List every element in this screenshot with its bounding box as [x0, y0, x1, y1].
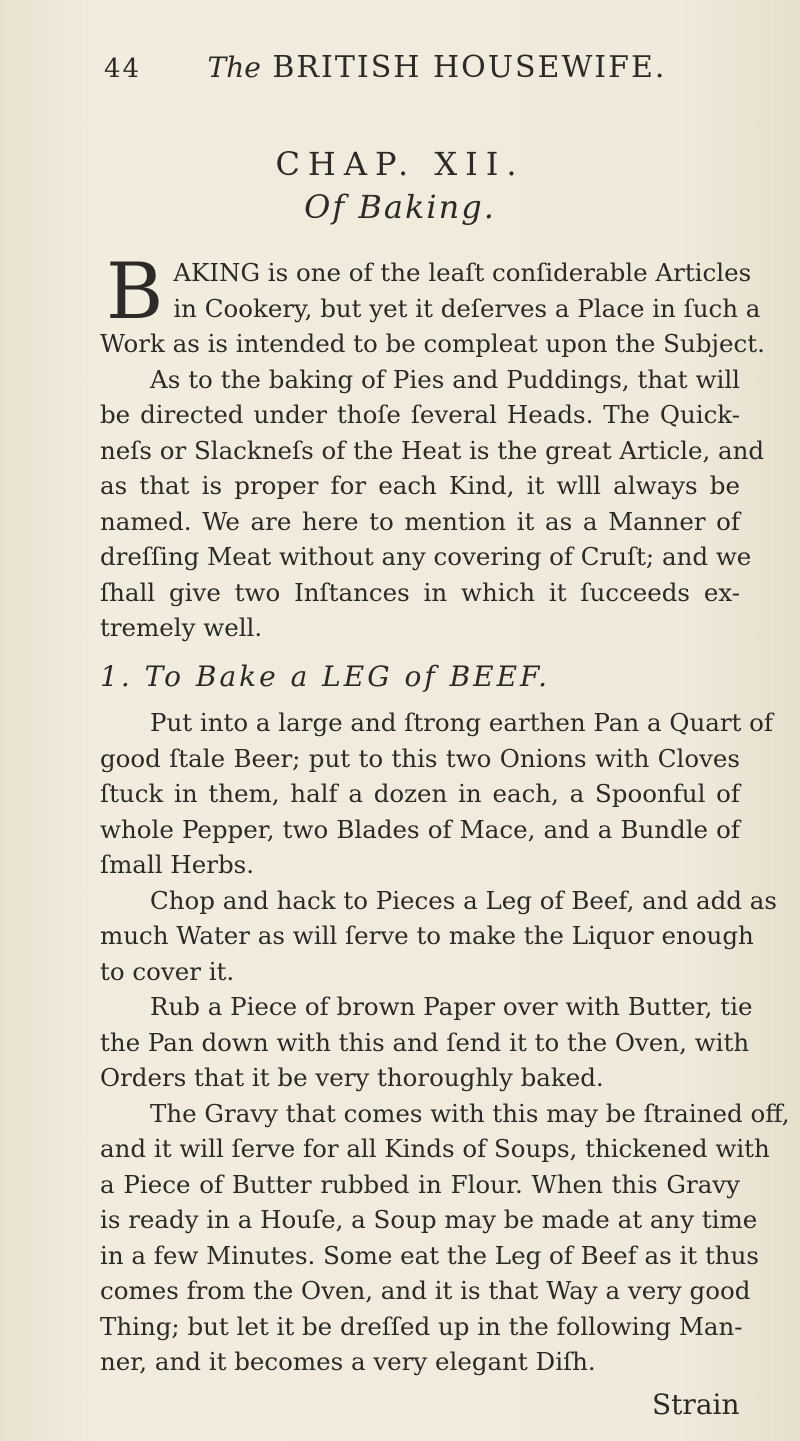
- text-line: Thing; but let it be dreſſed up in the following Man-: [100, 1311, 743, 1341]
- text-line: neſs or Slackneſs of the Heat is the great Article, and: [100, 435, 765, 465]
- text-line: a Piece of Butter rubbed in Flour. When this Gravy: [100, 1169, 740, 1199]
- recipe-paragraphs: [100, 705, 790, 1380]
- text-line: ſtuck in them, half a dozen in each, a Spoonful of: [100, 779, 740, 808]
- text-line: good ſtale Beer; put to this two Onions with Cloves: [100, 743, 740, 773]
- text-line: in Cookery, but yet it deſerves a Place in ſuch a: [173, 293, 761, 323]
- text-line: Rub a Piece of brown Paper over with Butter, tie: [150, 992, 753, 1021]
- text-line: and it will ſerve for all Kinds of Soups, thickened with: [100, 1134, 770, 1163]
- text-line: whole Pepper, two Blades of Mace, and a Bundle of: [100, 814, 740, 844]
- text-line: The Gravy that comes with this may be ſtrained off,: [150, 1098, 790, 1128]
- text-line: AKING is one of the leaſt conſiderable Articles: [173, 258, 752, 287]
- text-line: the Pan down with this and ſend it to the Oven, with: [100, 1027, 750, 1057]
- text-line: in a few Minutes. Some eat the Leg of Beef as it thus: [100, 1240, 759, 1270]
- running-header: [104, 50, 704, 85]
- running-title: BRITISH HOUSEWIFE.: [272, 50, 667, 85]
- text-line: Work as is intended to be compleat upon the Subject.: [100, 329, 765, 358]
- text-line: Put into a large and ſtrong earthen Pan a Quart of: [150, 708, 773, 737]
- text-line: ſhall give two Inſtances in which it ſucceeds ex-: [100, 577, 740, 607]
- text-line: is ready in a Houſe, a Soup may be made at any time: [100, 1205, 758, 1234]
- drop-cap: B: [106, 247, 164, 337]
- text-line: ner, and it becomes a very elegant Diſh.: [100, 1347, 596, 1376]
- text-line: tremely well.: [100, 613, 263, 642]
- recipe-heading: 1. To Bake a LEG of BEEF.: [100, 660, 551, 693]
- text-line: as that is proper for each Kind, it wlll always be: [100, 471, 740, 500]
- chapter-subtitle: Of Baking.: [304, 188, 496, 226]
- text-line: ſmall Herbs.: [100, 850, 254, 879]
- text-line: much Water as will ſerve to make the Liquor enough: [100, 921, 754, 950]
- text-line: Chop and hack to Pieces a Leg of Beef, and add as: [150, 885, 777, 915]
- catchword: Strain: [652, 1388, 740, 1421]
- intro-paragraph: [100, 247, 765, 646]
- text-line: comes from the Oven, and it is that Way a very good: [100, 1276, 751, 1305]
- text-line: be directed under thoſe ſeveral Heads. The Quick-: [100, 400, 740, 429]
- text-line: Orders that it be very thoroughly baked.: [100, 1063, 604, 1092]
- text-line: As to the baking of Pies and Puddings, that will: [150, 364, 740, 394]
- page-number: 44: [104, 54, 142, 84]
- text-line: dreſſing Meat without any covering of Cruſt; and we: [100, 542, 752, 571]
- running-title-the: The: [207, 51, 261, 84]
- chapter-heading: CHAP. XII.: [275, 145, 525, 183]
- text-line: to cover it.: [100, 956, 235, 986]
- text-line: named. We are here to mention it as a Manner of: [100, 506, 740, 536]
